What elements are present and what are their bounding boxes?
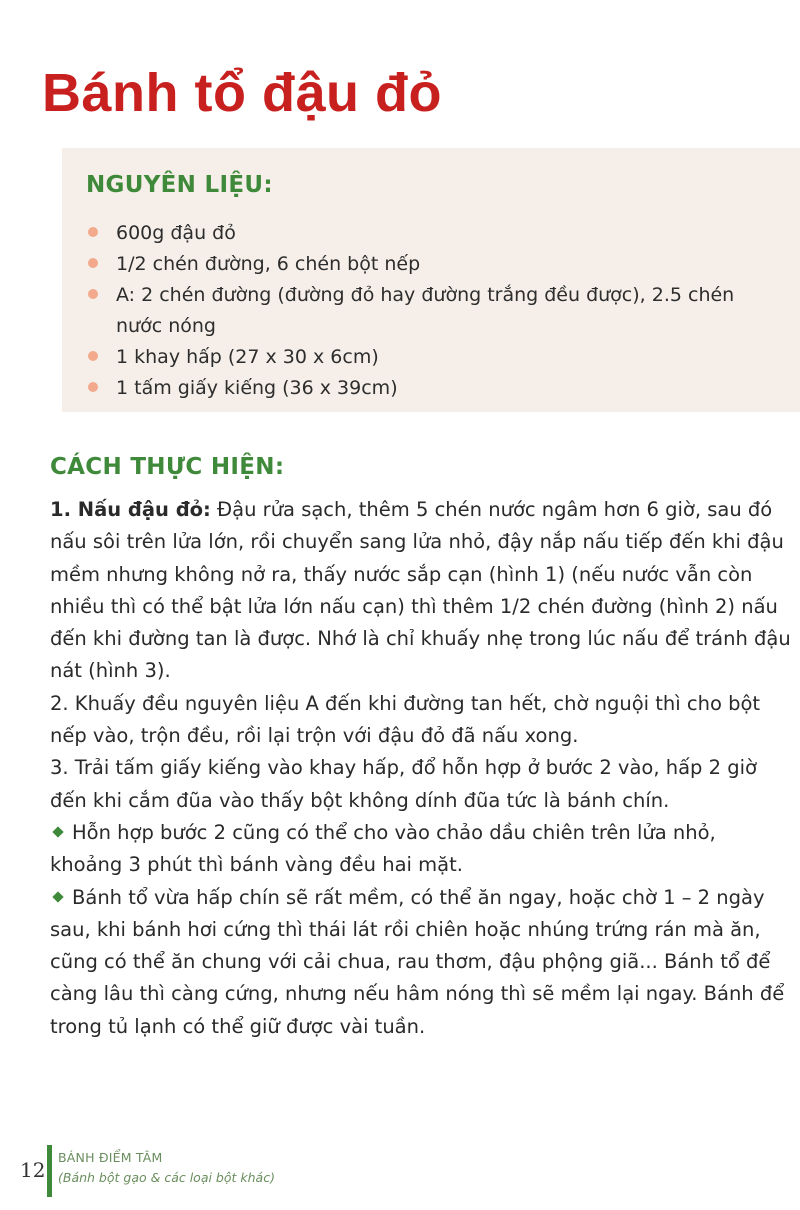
step-1-text: Đậu rửa sạch, thêm 5 chén nước ngâm hơn 6 giờ, sau đó nấu sôi trên lửa lớn, rồi chuyển sang lửa nhỏ, đậy nắp nấu tiếp đến khi đậu mềm nhưng không nở ra, thấy nước sắp cạn (hình 1) (nếu nước vẫn còn nhiều thì có thể bật lửa lớn nấu cạn) thì thêm 1/2 chén đường (hình 2) nấu đến khi đường tan là được. Nhớ là chỉ khuấy nhẹ trong lúc nấu để tránh đậu nát (hình 3). [50,498,791,683]
footer-divider [47,1145,52,1197]
ingredients-heading: NGUYÊN LIỆU: [86,172,273,198]
bullet-dot-icon [88,227,98,237]
method-steps [50,494,792,1043]
note-2: Bánh tổ vừa hấp chín sẽ rất mềm, có thể ăn ngay, hoặc chờ 1 – 2 ngày sau, khi bánh hơi cứng thì thái lát rồi chiên hoặc nhúng trứng rán mà ăn, cũng có thể ăn chung với cải chua, rau thơm, đậu phộng giã... Bánh tổ để càng lâu thì càng cứng, nhưng nếu hâm nóng thì sẽ mềm lại ngay. Bánh để trong tủ lạnh có thể giữ được vài tuần. [50,885,785,1038]
ingredient-item: 1 tấm giấy kiếng (36 x 39cm) [86,373,786,404]
page-number: 12 [20,1158,46,1182]
bullet-dot-icon [88,258,98,268]
footer-book-subtitle: (Bánh bột gạo & các loại bột khác) [58,1170,275,1185]
bullet-dot-icon [88,351,98,361]
footer-book-title: BÁNH ĐIỂM TÂM [58,1150,163,1165]
ingredient-item: A: 2 chén đường (đường đỏ hay đường trắng đều được), 2.5 chén nước nóng [86,280,786,342]
bullet-dot-icon [88,289,98,299]
note-1: Hỗn hợp bước 2 cũng có thể cho vào chảo dầu chiên trên lửa nhỏ, khoảng 3 phút thì bánh vàng đều hai mặt. [50,820,716,877]
ingredient-item: 600g đậu đỏ [86,218,786,249]
step-2: 2. Khuấy đều nguyên liệu A đến khi đường tan hết, chờ nguội thì cho bột nếp vào, trộn đều, rồi lại trộn với đậu đỏ đã nấu xong. [50,691,761,748]
diamond-bullet-icon [52,826,63,837]
ingredient-item: 1 khay hấp (27 x 30 x 6cm) [86,342,786,373]
page-title: Bánh tổ đậu đỏ [42,63,442,123]
step-1 [50,494,792,688]
step-1-lead: 1. Nấu đậu đỏ: [50,498,211,521]
diamond-bullet-icon [52,891,63,902]
step-3: 3. Trải tấm giấy kiếng vào khay hấp, đổ hỗn hợp ở bước 2 vào, hấp 2 giờ đến khi cắm đũa vào thấy bột không dính đũa tức là bánh chín. [50,756,757,812]
method-heading: CÁCH THỰC HIỆN: [50,454,285,480]
bullet-dot-icon [88,382,98,392]
ingredients-list [86,218,786,404]
ingredient-item: 1/2 chén đường, 6 chén bột nếp [86,249,786,280]
